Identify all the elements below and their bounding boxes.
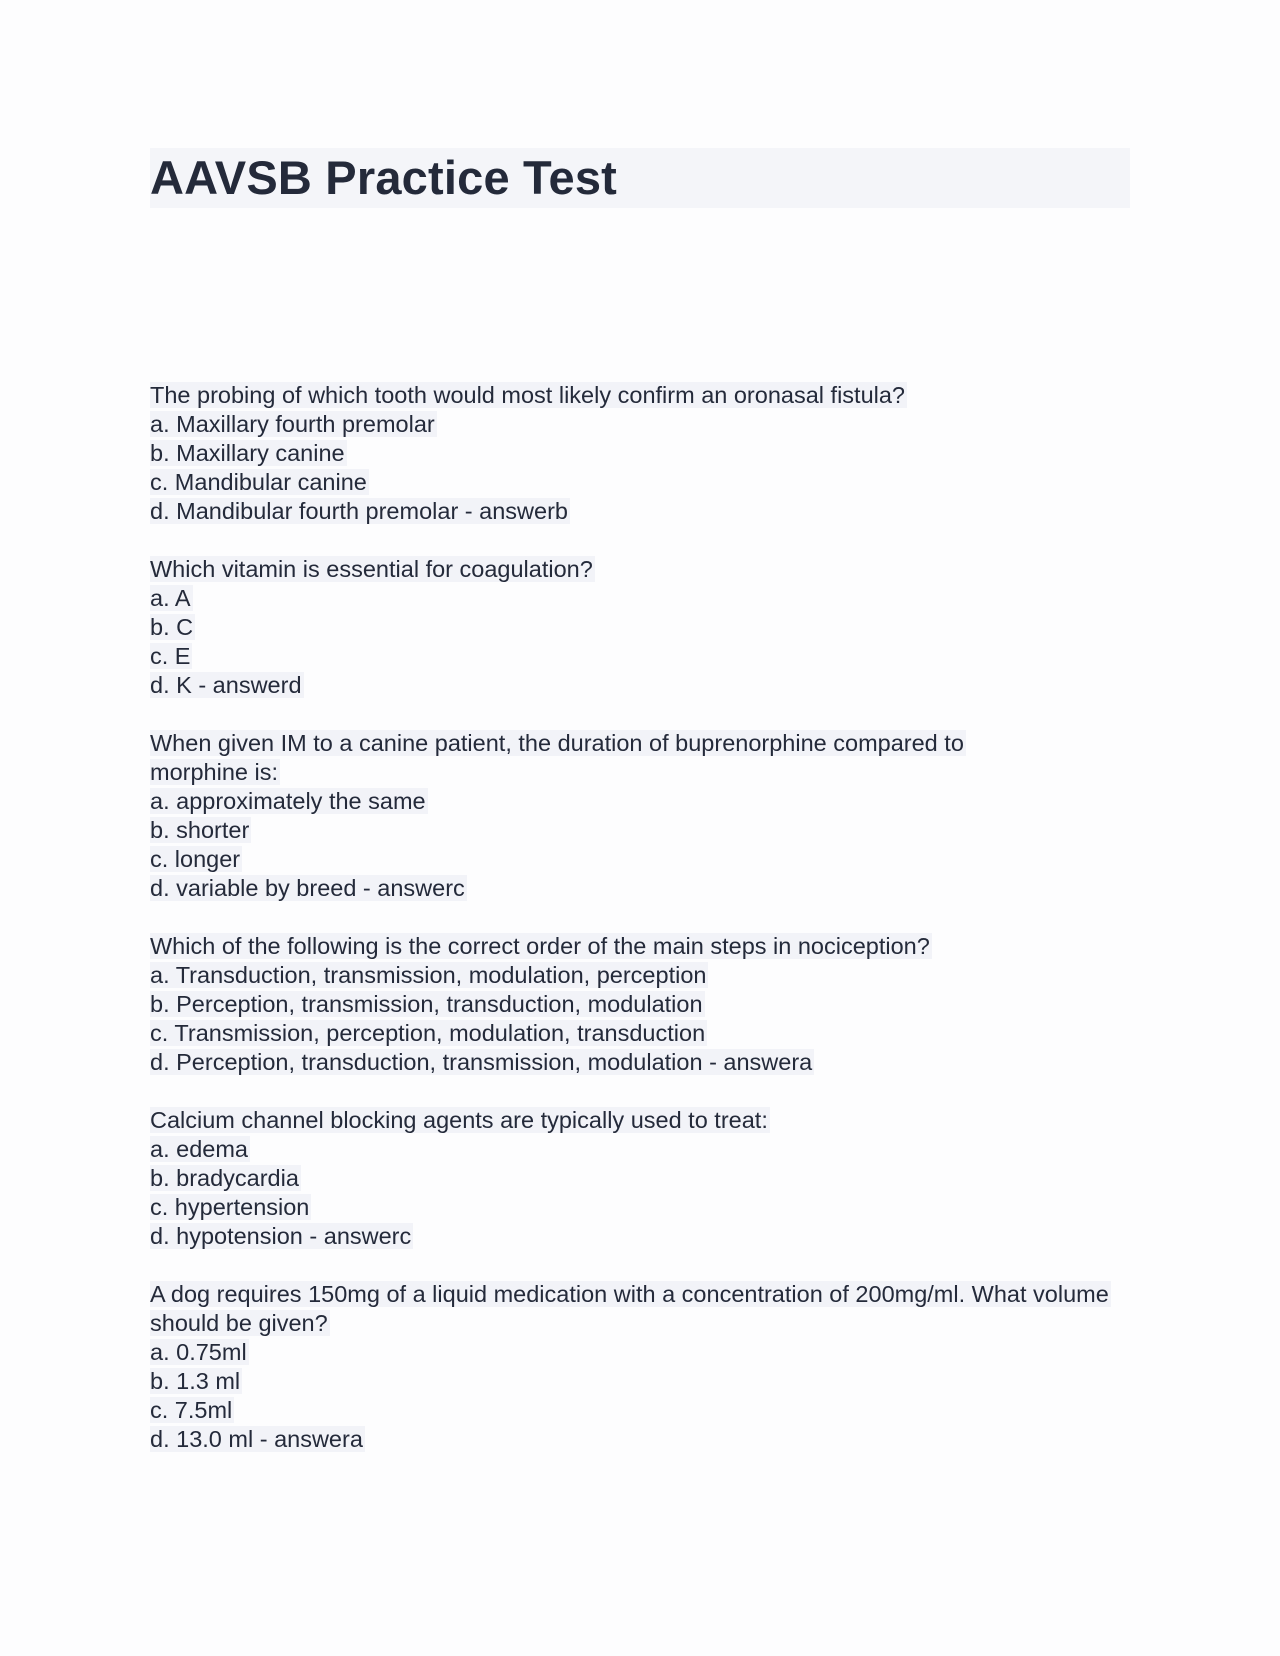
question-5 — [150, 1106, 1130, 1251]
answer-option: a. approximately the same — [150, 788, 426, 814]
answer-option: b. bradycardia — [150, 1165, 299, 1191]
question-6 — [150, 1280, 1130, 1454]
question-4 — [150, 932, 1130, 1077]
answer-option: d. variable by breed - answerc — [150, 875, 465, 901]
answer-option: c. hypertension — [150, 1194, 310, 1220]
answer-option: a. edema — [150, 1136, 248, 1162]
question-2 — [150, 555, 1130, 700]
answer-option: a. 0.75ml — [150, 1339, 247, 1365]
question-1 — [150, 381, 1130, 526]
document-page — [150, 148, 1130, 1452]
question-stem: Which of the following is the correct order of the main steps in nociception? — [150, 933, 930, 959]
page-title: AAVSB Practice Test — [150, 151, 618, 204]
answer-option: d. hypotension - answerc — [150, 1223, 412, 1249]
answer-option: b. 1.3 ml — [150, 1368, 241, 1394]
question-stem: The probing of which tooth would most likely confirm an oronasal fistula? — [150, 382, 905, 408]
answer-option: d. 13.0 ml - answera — [150, 1426, 363, 1452]
question-3 — [150, 729, 1130, 903]
answer-option: c. 7.5ml — [150, 1397, 233, 1423]
question-list — [150, 381, 1130, 1483]
answer-option: c. longer — [150, 846, 241, 872]
answer-option: d. Mandibular fourth premolar - answerb — [150, 498, 568, 524]
answer-option: d. Perception, transduction, transmission, modulation - answera — [150, 1049, 813, 1075]
answer-option: b. shorter — [150, 817, 250, 843]
answer-option: c. E — [150, 643, 191, 669]
title-bar — [150, 148, 1130, 208]
answer-option: b. Maxillary canine — [150, 440, 345, 466]
answer-option: a. Maxillary fourth premolar — [150, 411, 435, 437]
question-stem: A dog requires 150mg of a liquid medication with a concentration of 200mg/ml. What volume should be given? — [150, 1281, 1109, 1336]
answer-option: c. Transmission, perception, modulation, transduction — [150, 1020, 706, 1046]
answer-option: a. Transduction, transmission, modulation, perception — [150, 962, 707, 988]
answer-option: b. Perception, transmission, transduction, modulation — [150, 991, 703, 1017]
answer-option: d. K - answerd — [150, 672, 302, 698]
question-stem: Which vitamin is essential for coagulation? — [150, 556, 593, 582]
question-stem: Calcium channel blocking agents are typically used to treat: — [150, 1107, 768, 1133]
answer-option: a. A — [150, 585, 191, 611]
answer-option: b. C — [150, 614, 194, 640]
question-stem: When given IM to a canine patient, the duration of buprenorphine compared to morphine is: — [150, 730, 964, 785]
answer-option: c. Mandibular canine — [150, 469, 367, 495]
